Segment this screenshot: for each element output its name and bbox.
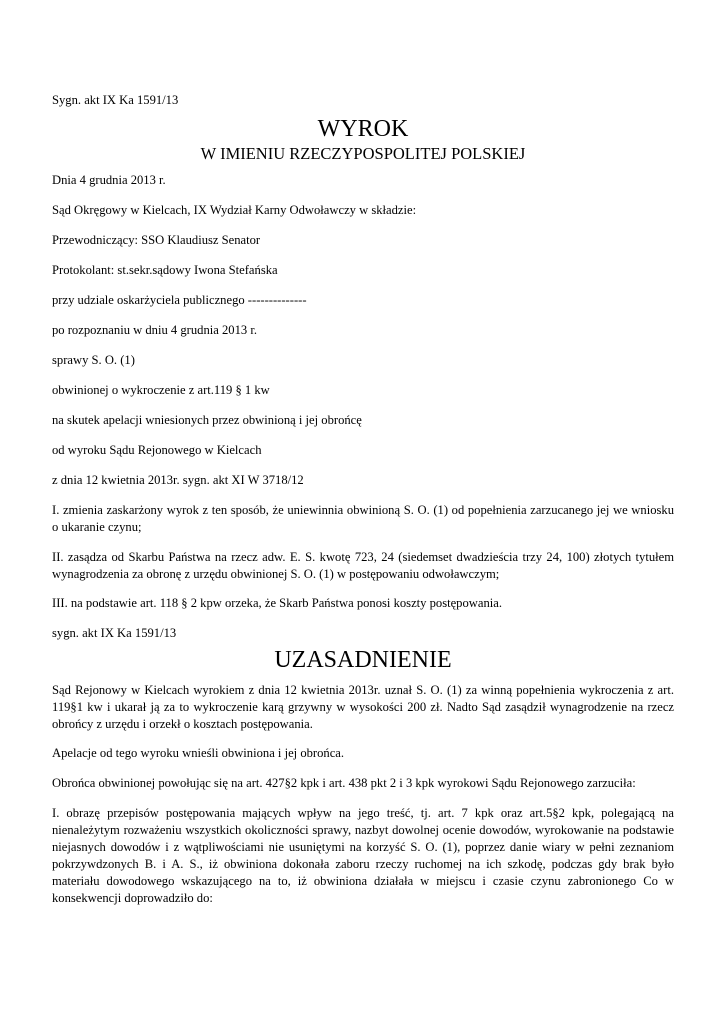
justification-paragraph-4: I. obrazę przepisów postępowania mających wpływ na jego treść, tj. art. 7 kpk oraz art.5§2 kpk, polegającą na nienależytym rozważeniu wszystkich okoliczności sprawy, nazbyt dowolnej ocenie dowodów, wyrokowanie na podstawie niejasnych dowodów i z wątpliwościami nie usuniętymi na korzyść S. O. (1), poprzez danie wiary w pełni zeznaniom pokrzywdzonych B. i A. S., iż obwiniona dokonała zaboru rzeczy ruchomej na ich szkodę, podczas gdy brak było materiału dowodowego wskazującego na to, iż obwiniona działała w miejscu i czasie czynu zabronionego Co w konsekwencji doprowadziło do: — [52, 806, 674, 905]
justification-paragraph-1: Sąd Rejonowy w Kielcach wyrokiem z dnia 12 kwietnia 2013r. uznał S. O. (1) za winną popełnienia wykroczenia z art. 119§1 kw i ukarał ją za to wykroczenie karą grzywny w wysokości 200 zł. Nadto Sąd zasądził wynagrodzenie na rzecz obrońcy z urzędu i orzekł o kosztach postępowania. — [52, 683, 674, 731]
case-signature: Sygn. akt IX Ka 1591/13 — [52, 93, 179, 107]
justification-paragraph-3: Obrońca obwinionej powołując się na art. 427§2 kpk i art. 438 pkt 2 i 3 kpk wyrokowi Sądu Rejonowego zarzuciła: — [52, 776, 636, 790]
appeal-basis: na skutek apelacji wniesionych przez obwinioną i jej obrońcę — [52, 413, 362, 427]
verdict-point-1: I. zmienia zaskarżony wyrok z ten sposób, że uniewinnia obwinioną S. O. (1) od popełnienia zarzucanego jej we wniosku o ukaranie czynu; — [52, 503, 674, 534]
presiding-judge: Przewodniczący: SSO Klaudiusz Senator — [52, 233, 261, 247]
court-composition: Sąd Okręgowy w Kielcach, IX Wydział Karny Odwoławczy w składzie: — [52, 203, 417, 217]
lower-court: od wyroku Sądu Rejonowego w Kielcach — [52, 443, 262, 457]
offense-description: obwinionej o wykroczenie z art.119 § 1 kw — [52, 383, 270, 397]
case-party: sprawy S. O. (1) — [52, 353, 135, 367]
justification-paragraph-2: Apelacje od tego wyroku wnieśli obwiniona i jej obrońca. — [52, 746, 345, 760]
verdict-title: WYROK — [317, 116, 409, 142]
court-clerk: Protokolant: st.sekr.sądowy Iwona Stefańska — [52, 263, 278, 277]
prosecutor-line: przy udziale oskarżyciela publicznego -------------- — [52, 293, 307, 307]
verdict-point-3: III. na podstawie art. 118 § 2 kpw orzeka, że Skarb Państwa ponosi koszty postępowania. — [52, 596, 502, 610]
verdict-point-2: II. zasądza od Skarbu Państwa na rzecz adw. E. S. kwotę 723, 24 (siedemset dwadzieścia trzy 24, 100) złotych tytułem wynagrodzenia za obronę z urzędu obwinionej S. O. (1) w postępowaniu odwoławczym; — [52, 550, 674, 581]
justification-title: UZASADNIENIE — [274, 647, 452, 673]
justification-signature: sygn. akt IX Ka 1591/13 — [52, 626, 177, 640]
verdict-date: Dnia 4 grudnia 2013 r. — [52, 173, 166, 187]
hearing-date: po rozpoznaniu w dniu 4 grudnia 2013 r. — [52, 323, 257, 337]
verdict-subtitle: W IMIENIU RZECZYPOSPOLITEJ POLSKIEJ — [200, 144, 526, 163]
lower-court-judgment-date: z dnia 12 kwietnia 2013r. sygn. akt XI W 3718/12 — [52, 473, 304, 487]
